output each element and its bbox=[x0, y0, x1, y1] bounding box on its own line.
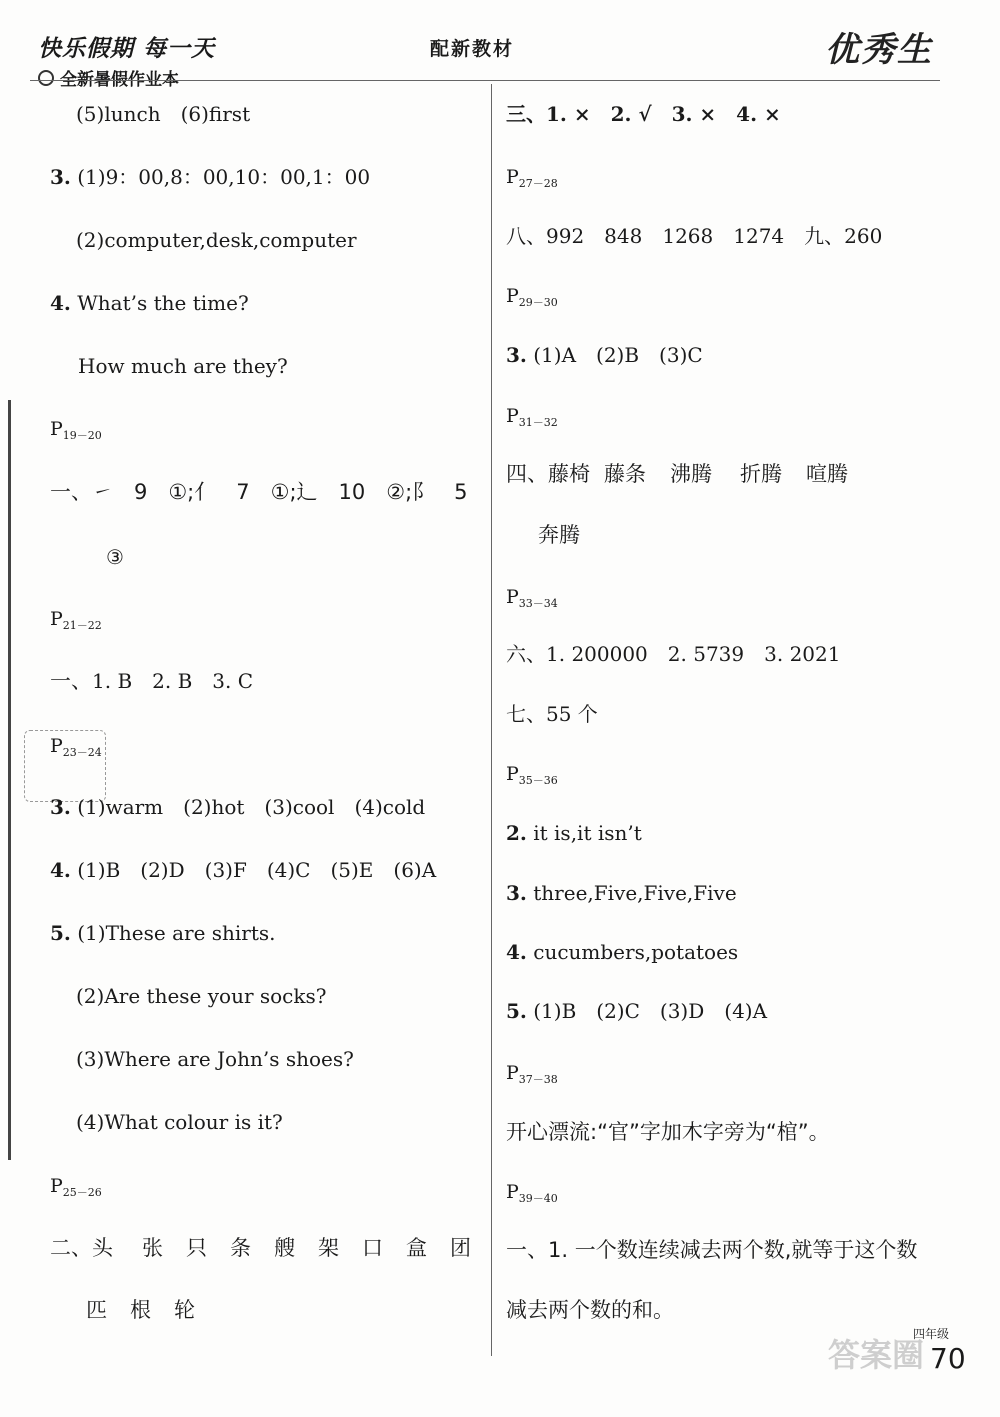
answer-line: (2)computer,desk,computer bbox=[76, 228, 357, 252]
answer-line: (2)Are these your socks? bbox=[76, 984, 327, 1008]
answer-line: 减去两个数的和。 bbox=[506, 1298, 674, 1322]
answer-line: 二、头 张 只 条 艘 架 口 盒 团 bbox=[50, 1236, 471, 1260]
circle-icon bbox=[38, 70, 54, 86]
answer-line: 一、1. 一个数连续减去两个数,就等于这个数 bbox=[506, 1238, 918, 1262]
page-ref: $P_{35-36}$ bbox=[506, 763, 558, 787]
page-ref: $P_{39-40}$ bbox=[506, 1181, 558, 1205]
answer-line: 匹 根 轮 bbox=[86, 1298, 195, 1322]
header-center: 配新教材 bbox=[430, 38, 515, 60]
answer-line: 一、1. B 2. B 3. C bbox=[50, 669, 254, 693]
page-ref: $P_{21-22}$ bbox=[50, 608, 102, 632]
page-ref: $P_{19-20}$ bbox=[50, 418, 102, 442]
subtitle-text: 全新暑假作业本 bbox=[60, 70, 179, 90]
logo: 优秀生 bbox=[825, 30, 933, 70]
page-ref: $P_{27-28}$ bbox=[506, 166, 558, 190]
page-ref: $P_{37-38}$ bbox=[506, 1062, 558, 1086]
answer-line: 4. What’s the time? bbox=[50, 291, 249, 315]
binding-margin bbox=[8, 400, 11, 1160]
header-left bbox=[38, 30, 215, 90]
answer-line: 四、藤椅 藤条 沸腾 折腾 喧腾 bbox=[506, 462, 848, 486]
page-ref: $P_{23-24}$ bbox=[50, 735, 102, 759]
page-ref: $P_{31-32}$ bbox=[506, 405, 558, 429]
answer-line: 3. (1)warm (2)hot (3)cool (4)cold bbox=[50, 795, 426, 819]
answer-line: (3)Where are John’s shoes? bbox=[76, 1047, 354, 1071]
answer-line: 六、1. 200000 2. 5739 3. 2021 bbox=[506, 642, 841, 666]
header-divider bbox=[30, 80, 940, 81]
page-number: 70 bbox=[930, 1342, 966, 1375]
answer-line: 3. (1)A (2)B (3)C bbox=[506, 343, 703, 367]
grade-label: 四年级 bbox=[913, 1327, 950, 1341]
brand-title: 快乐假期 每一天 bbox=[38, 36, 216, 62]
answer-line: 三、1. × 2. √ 3. × 4. × bbox=[506, 102, 781, 126]
answer-line: How much are they? bbox=[78, 354, 288, 378]
answer-line: 一、㇀ 9 ①;亻 7 ①;辶 10 ②;阝 5 bbox=[50, 480, 468, 504]
answer-line: 奔腾 bbox=[538, 523, 580, 547]
watermark: 答案圈 bbox=[828, 1336, 925, 1374]
brand-subtitle bbox=[38, 65, 215, 90]
page-ref: $P_{33-34}$ bbox=[506, 586, 558, 610]
answer-line: 4. (1)B (2)D (3)F (4)C (5)E (6)A bbox=[50, 858, 437, 882]
answer-line: 4. cucumbers,potatoes bbox=[506, 940, 739, 964]
answer-line: 5. (1)B (2)C (3)D (4)A bbox=[506, 999, 768, 1023]
answer-line: 5. (1)These are shirts. bbox=[50, 921, 276, 945]
answer-line: (5)lunch (6)first bbox=[76, 102, 251, 126]
answer-line: 3. (1)9：00,8：00,10：00,1：00 bbox=[50, 165, 371, 189]
column-divider bbox=[491, 84, 492, 1356]
page-ref: $P_{29-30}$ bbox=[506, 285, 558, 309]
answer-line: (4)What colour is it? bbox=[76, 1110, 283, 1134]
answer-line: 3. three,Five,Five,Five bbox=[506, 881, 737, 905]
answer-line: 2. it is,it isn’t bbox=[506, 821, 642, 845]
answer-line: ③ bbox=[106, 545, 124, 569]
answer-line: 七、55 个 bbox=[506, 702, 598, 726]
answer-line: 八、992 848 1268 1274 九、260 bbox=[506, 224, 883, 248]
answer-line: 开心漂流:“官”字加木字旁为“棺”。 bbox=[506, 1120, 830, 1144]
page-ref: $P_{25-26}$ bbox=[50, 1175, 102, 1199]
